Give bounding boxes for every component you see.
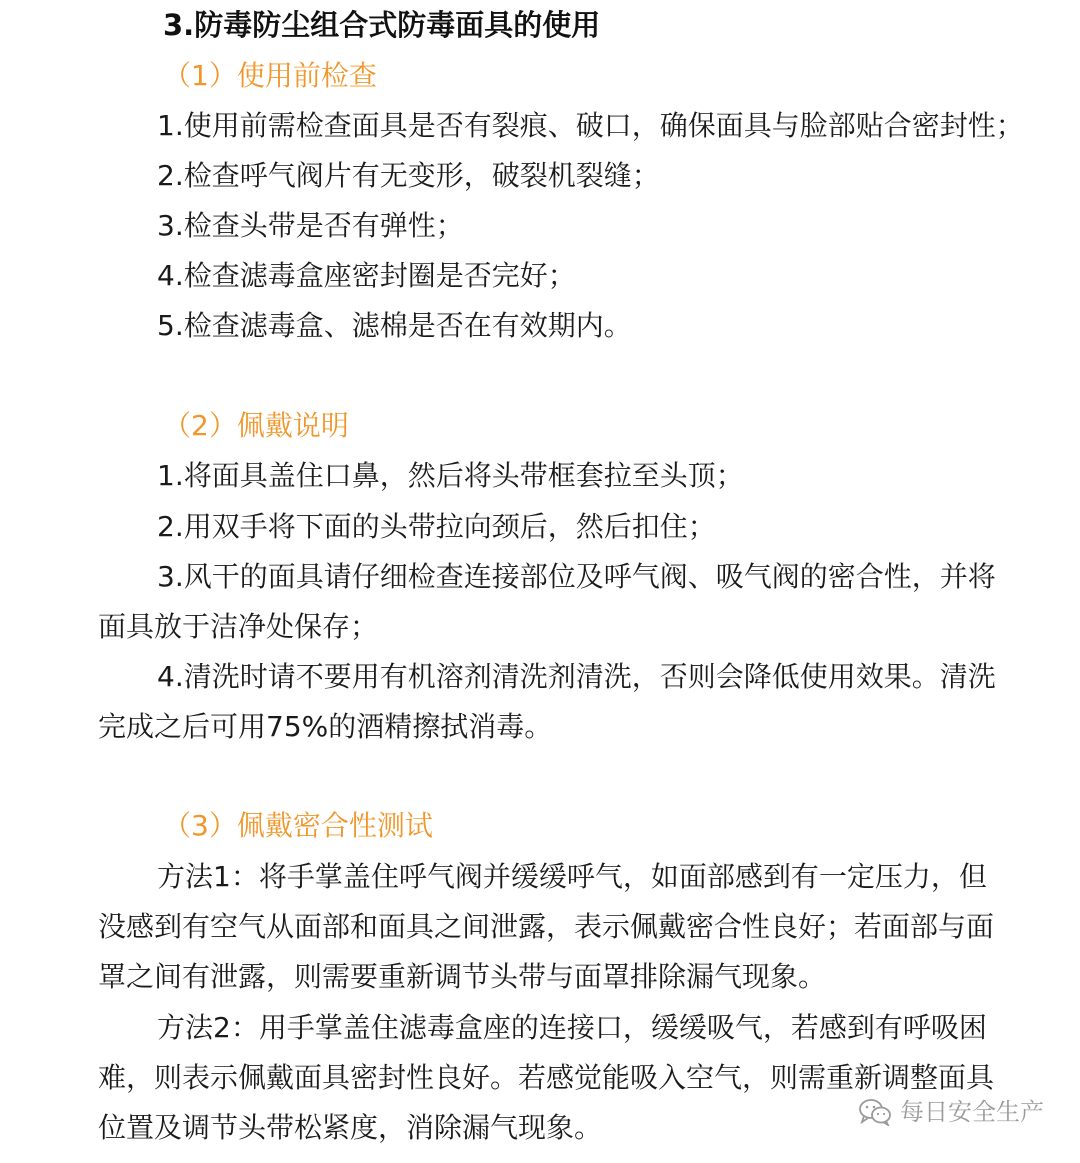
section-1-line: 5.检查滤毒盒、滤棉是否在有效期内。 [157, 309, 632, 342]
section-1-line: 2.检查呼气阀片有无变形，破裂机裂缝； [157, 159, 660, 192]
section-3-line: 没感到有空气从面部和面具之间泄露，表示佩戴密合性良好；若面部与面 [98, 910, 995, 943]
section-heading-wearing-instructions: （2）佩戴说明 [163, 409, 349, 442]
document-title: 3.防毒防尘组合式防毒面具的使用 [163, 8, 601, 42]
section-3-line: 方法1：将手掌盖住呼气阀并缓缓呼气，如面部感到有一定压力，但 [157, 860, 987, 893]
section-3-line: 难，则表示佩戴面具密封性良好。若感觉能吸入空气，则需重新调整面具 [98, 1061, 995, 1094]
section-3-line: 位置及调节头带松紧度，消除漏气现象。 [98, 1111, 603, 1144]
section-2-line: 2.用双手将下面的头带拉向颈后，然后扣住； [157, 510, 716, 543]
section-2-line: 4.清洗时请不要用有机溶剂清洗剂清洗，否则会降低使用效果。清洗 [157, 660, 996, 693]
section-2-line: 面具放于洁净处保存； [98, 610, 379, 643]
section-heading-fit-test: （3）佩戴密合性测试 [163, 809, 433, 842]
section-heading-pre-use-check: （1）使用前检查 [163, 59, 377, 92]
section-2-line: 3.风干的面具请仔细检查连接部位及呼气阀、吸气阀的密合性，并将 [157, 560, 996, 593]
section-2-line: 完成之后可用75%的酒精擦拭消毒。 [98, 710, 553, 743]
watermark [858, 1096, 1044, 1128]
section-1-line: 4.检查滤毒盒座密封圈是否完好； [157, 259, 576, 292]
section-3-line: 方法2：用手掌盖住滤毒盒座的连接口，缓缓吸气，若感到有呼吸困 [157, 1011, 987, 1044]
section-2-line: 1.将面具盖住口鼻，然后将头带框套拉至头顶； [157, 459, 744, 492]
section-1-line: 3.检查头带是否有弹性； [157, 209, 464, 242]
section-1-line: 1.使用前需检查面具是否有裂痕、破口，确保面具与脸部贴合密封性； [157, 109, 1024, 142]
watermark-text: 每日安全生产 [900, 1098, 1044, 1126]
wechat-icon [858, 1098, 892, 1126]
section-3-line: 罩之间有泄露，则需要重新调节头带与面罩排除漏气现象。 [98, 960, 827, 993]
